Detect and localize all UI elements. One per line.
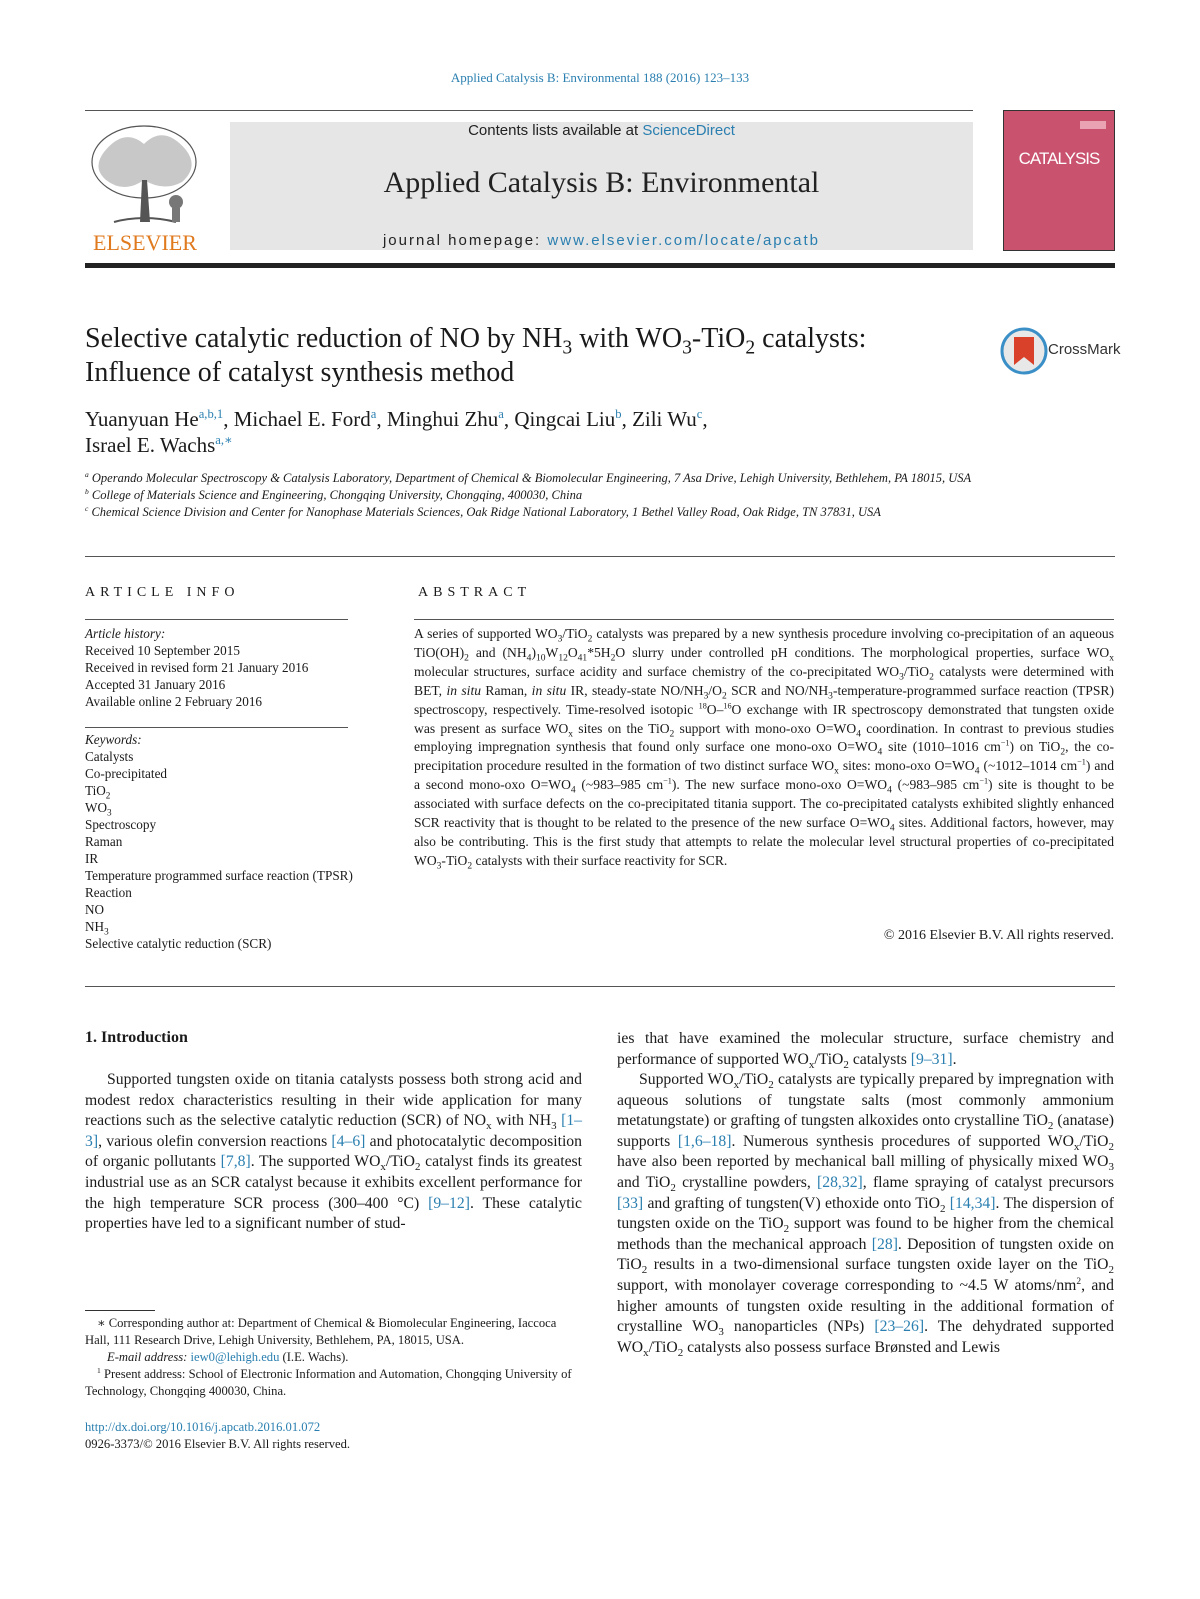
affiliations bbox=[85, 470, 1115, 521]
title-line-2: Influence of catalyst synthesis method bbox=[85, 357, 515, 388]
elsevier-logo bbox=[84, 122, 206, 254]
cover-title: CATALYSIS bbox=[1018, 149, 1100, 168]
history-label: Article history: bbox=[85, 626, 166, 641]
doi-block bbox=[85, 1419, 350, 1453]
footnotes bbox=[85, 1315, 582, 1400]
elsevier-tree-icon bbox=[84, 122, 206, 254]
crossmark-label: CrossMark bbox=[1048, 341, 1121, 358]
abstract-copyright: © 2016 Elsevier B.V. All rights reserved. bbox=[883, 928, 1114, 943]
history-item: Received 10 September 2015 bbox=[85, 643, 240, 658]
keyword-item: Spectroscopy bbox=[85, 817, 157, 832]
crossmark-badge[interactable] bbox=[1000, 327, 1120, 375]
article-history bbox=[85, 625, 355, 710]
history-item: Received in revised form 21 January 2016 bbox=[85, 660, 309, 675]
journal-homepage bbox=[230, 232, 973, 249]
header-divider bbox=[85, 263, 1115, 268]
footnote-divider bbox=[85, 1310, 155, 1311]
history-item: Available online 2 February 2016 bbox=[85, 694, 263, 709]
divider bbox=[85, 110, 973, 111]
doi-link[interactable]: http://dx.doi.org/10.1016/j.apcatb.2016.01.072 bbox=[85, 1420, 321, 1434]
journal-banner bbox=[230, 122, 973, 250]
email-suffix: (I.E. Wachs). bbox=[282, 1350, 349, 1364]
affiliation-a: $^a$ Operando Molecular Spectroscopy & Catalysis Laboratory, Department of Chemical & Biomolecular Engineering, 7 Asa Drive, Lehigh University, Bethlehem, PA 18015, USA bbox=[85, 469, 972, 485]
title-line-1: Selective catalytic reduction of NO by $NH_3$ with $WO_3-TiO_2$ catalysts: bbox=[85, 323, 867, 359]
footnote-present-address: $^1$ Present address: School of Electronic Information and Automation, Chongqing University of Technology, Chongqing 400030, China. bbox=[85, 1365, 572, 1398]
intro-paragraph-1: Supported tungsten oxide on titania catalysts possess both strong acid and modest redox characteristics resulting in their wide application for many reactions such as the selective catalytic reduction (SCR) of $NO_x$ with $NH_3$ [1–3], various olefin conversion reactions [4–6] and photocatalytic decomposition of organic pollutants [7,8]. The supported $WO_x/TiO_2$ catalyst finds its greatest industrial use as an SCR catalyst because it exhibits excellent performance for the high temperature SCR process (300–400 °C) [9–12]. These catalytic properties have led to a significant number of stud- bbox=[85, 1071, 583, 1233]
divider bbox=[85, 619, 348, 620]
homepage-link[interactable]: www.elsevier.com/locate/apcatb bbox=[547, 232, 821, 249]
affiliation-b: $^b$ College of Materials Science and Engineering, Chongqing University, Chongqing, 400030, China bbox=[85, 486, 583, 502]
keywords bbox=[85, 731, 355, 952]
keyword-item: NO bbox=[85, 902, 105, 917]
intro-paragraph-1-continued: ies that have examined the molecular structure, surface chemistry and performance of supported $WO_x/TiO_2$ catalysts [9–31]. bbox=[617, 1030, 1114, 1071]
email-label: E-mail address: bbox=[107, 1350, 188, 1364]
homepage-prefix: journal homepage: bbox=[382, 232, 548, 249]
journal-citation[interactable]: Applied Catalysis B: Environmental 188 (2016) 123–133 bbox=[450, 70, 750, 85]
journal-name: Applied Catalysis B: Environmental bbox=[383, 166, 820, 199]
keyword-item: Raman bbox=[85, 834, 123, 849]
keyword-item: Co-precipitated bbox=[85, 766, 168, 781]
email-link[interactable]: iew0@lehigh.edu bbox=[190, 1350, 280, 1364]
journal-cover bbox=[1003, 110, 1115, 251]
footnote-email bbox=[85, 1349, 582, 1366]
intro-paragraph-2: Supported $WO_x/TiO_2$ catalysts are typically prepared by impregnation with aqueous solutions of tungstate salts (most commonly ammonium metatungstate) or grafting of tungsten alkoxides onto crystalline TiO$_2$ (anatase) supports [1,6–18]. Numerous synthesis procedures of supported $WO_x/TiO_2$ have also been reported by mechanical ball milling of physically mixed $WO_3$ and TiO$_2$ crystalline powders, [28,32], flame spraying of catalyst precursors [33] and grafting of tungsten(V) ethoxide onto TiO$_2$ [14,34]. The dispersion of tungsten oxide on the TiO$_2$ support was found to be higher from the chemical methods than the mechanical approach [28]. Deposition of tungsten oxide on TiO$_2$ results in a two-dimensional surface tungsten oxide layer on the TiO$_2$ support, with monolayer coverage corresponding to ~4.5 W atoms/$nm^2$, and higher amounts of tungsten oxide resulting in the additional formation of crystalline $WO_3$ nanoparticles (NPs) [23–26]. The dehydrated supported $WO_x/TiO_2$ catalysts also possess surface Brønsted and Lewis bbox=[617, 1071, 1115, 1359]
keyword-item: Selective catalytic reduction (SCR) bbox=[85, 936, 272, 951]
keyword-item: Catalysts bbox=[85, 749, 134, 764]
keyword-list bbox=[85, 748, 355, 952]
keywords-label: Keywords: bbox=[85, 732, 142, 747]
abstract-heading: ABSTRACT bbox=[418, 585, 532, 600]
keyword-item: Temperature programmed surface reaction (TPSR) bbox=[85, 868, 353, 883]
footnote-corresponding: ∗ Corresponding author at: Department of Chemical & Biomolecular Engineering, Iaccoca Hall, 111 Research Drive, Lehigh University, Bethlehem, PA, 18015, USA. bbox=[85, 1316, 557, 1347]
publisher-label: ELSEVIER bbox=[93, 230, 197, 254]
abstract-body: A series of supported $WO_3/TiO_2$ catalysts was prepared by a new synthesis procedure involving co-precipitation of an aqueous $TiO(OH)_2$ and $(NH_4)_{10}W_{12}O_{41}*5H_2O$ slurry under controlled pH conditions. The morphological properties, surface $WO_x$ molecular structures, surface acidity and surface chemistry of the co-precipitated $WO_3/TiO_2$ catalysts were determined with BET, in situ Raman, in situ IR, steady-state $NO/NH_3/O_2$ SCR and $NO/NH_3-temperature$-programmed surface reaction (TPSR) spectroscopy, respectively. Time-resolved isotopic $^{18}$O–$^{16}$O exchange with IR spectroscopy demonstrated that tungsten oxide was present as surface $WO_x$ sites on the TiO$_2$ support with mono-oxo $O=WO_4$ coordination. In contrast to previous studies employing impregnation synthesis that found only surface one mono-oxo $O=WO_4$ site (1010–1016 $cm^{-1}$) on TiO$_2$, the co-precipitation procedure resulted in the formation of two distinct surface $WO_x$ sites: mono-oxo $O=WO_4$ (~1012–1014 $cm^{-1}$) and a second mono-oxo $O=WO_4$ (~983–985 $cm^{-1}$). The new surface mono-oxo $O=WO_4$ (~983–985 $cm^{-1}$) site is thought to be associated with surface defects on the co-precipitated titania support. The co-precipitated catalysts exhibited slightly enhanced SCR reactivity that is thought to be related to the presence of the new surface $O=WO_4$ sites. Additional factors, however, may also be contributing. This is the first study that attempts to relate the molecular level structural properties of co-precipitated $WO_3-TiO_2$ catalysts with their surface reactivity for SCR. bbox=[414, 626, 1115, 872]
keyword-item: $WO_3$ bbox=[85, 800, 112, 818]
keyword-item: $NH_3$ bbox=[85, 919, 109, 937]
divider bbox=[85, 727, 348, 728]
contents-line bbox=[230, 122, 973, 139]
article-info-heading: ARTICLE INFO bbox=[85, 585, 240, 600]
issn-copyright: 0926-3373/© 2016 Elsevier B.V. All rights reserved. bbox=[85, 1437, 351, 1451]
keyword-item: TiO$_2$ bbox=[85, 783, 111, 801]
crossmark-icon bbox=[1000, 327, 1048, 375]
divider bbox=[85, 986, 1115, 987]
affiliation-c: $^c$ Chemical Science Division and Center for Nanophase Materials Sciences, Oak Ridge National Laboratory, 1 Bethel Valley Road, Oak Ridge, TN 37831, USA bbox=[85, 503, 881, 519]
keyword-item: IR bbox=[85, 851, 99, 866]
divider bbox=[414, 619, 1114, 620]
history-list bbox=[85, 642, 355, 710]
section-heading-introduction: 1. Introduction bbox=[85, 1029, 188, 1046]
sciencedirect-link[interactable]: ScienceDirect bbox=[642, 122, 735, 139]
article-title bbox=[85, 322, 965, 390]
keyword-item: Reaction bbox=[85, 885, 132, 900]
divider bbox=[85, 556, 1115, 557]
history-item: Accepted 31 January 2016 bbox=[85, 677, 226, 692]
contents-prefix: Contents lists available at bbox=[468, 122, 643, 139]
author-list: Yuanyuan He$^{a,b,1}$, Michael E. Ford$^a$, Minghui Zhu$^a$, Qingcai Liu$^b$, Zili Wu$^c$, Israel E. Wachs$^{a,∗}$ bbox=[85, 407, 708, 457]
